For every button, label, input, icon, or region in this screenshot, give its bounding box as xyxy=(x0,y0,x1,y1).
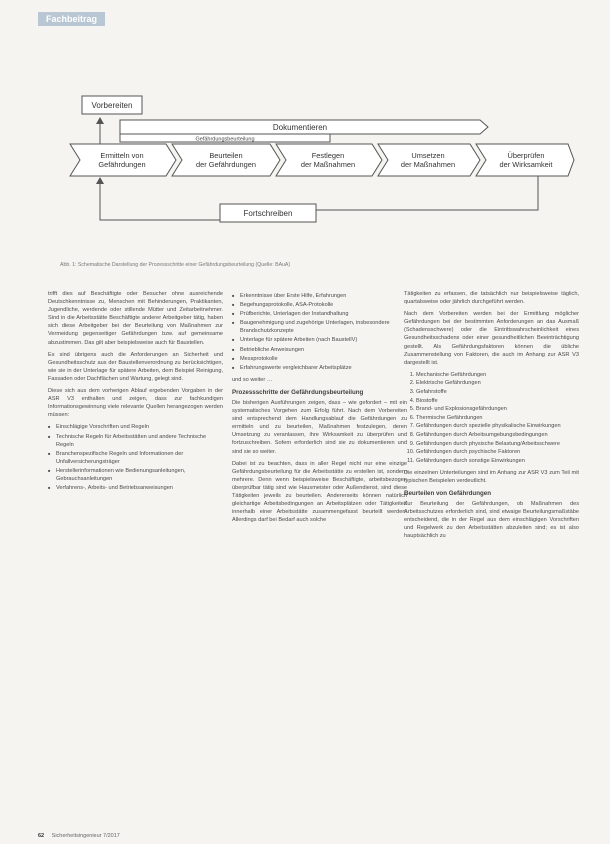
assessment-band-label: Gefährdungsbeurteilung xyxy=(195,136,255,143)
list-item: 5. Brand- und Explosionsgefährdungen xyxy=(416,405,579,413)
column-1 xyxy=(48,290,223,496)
page-number: 62 xyxy=(38,833,45,839)
list-item: ■ Erkenntnisse über Erste Hilfe, Erfahrungen xyxy=(240,292,407,300)
step-label-4: Umsetzen xyxy=(411,151,445,160)
list-item: 4. Biostoffe xyxy=(416,397,579,405)
journal-name: Sicherheitsingenieur 7/2017 xyxy=(51,833,120,839)
list-item: ■ Prüfberichte, Unterlagen der Instandhaltung xyxy=(240,310,407,318)
step-label-2: Beurteilen xyxy=(209,151,243,160)
hazard-list xyxy=(404,371,579,465)
step-label-5: Überprüfen xyxy=(507,151,545,160)
document-label: Dokumentieren xyxy=(272,123,328,132)
list-item: ■ Verfahrens-, Arbeits- und Betriebsanweisungen xyxy=(56,484,223,492)
list-item: ■ Begehungsprotokolle, ASA-Protokolle xyxy=(240,301,407,309)
list-item: 8. Gefährdungen durch Arbeitsumgebungsbedingungen xyxy=(416,431,579,439)
source-list xyxy=(48,423,223,492)
paragraph: Tätigkeiten zu erfassen, die tatsächlich nur beispielsweise täglich, quartalsweise oder jährlich durchgeführt werden. xyxy=(404,291,579,306)
paragraph: Dabei ist zu beachten, dass in aller Regel nicht nur eine einzige Gefährdungsbeurteilung für die Arbeitsstätte zu erstellen ist, sondern mehrere. Denn wenn beispielsweise Beschäftigte, arbeitsbezogen überprüfbar tätig sind wie Hausmeister oder Außendienst, sind diese Tätigkeiten jeweils zu beurteilen. Andererseits können natürlich gleichartige Arbeitsbedingungen an Arbeitsplätzen oder Tätigkeiten innerhalb einer Arbeitsstätte zusammengefasst beurteilt werden. Allerdings darf bei Bedarf auch solche xyxy=(232,460,407,524)
page-footer xyxy=(38,833,120,839)
list-item: ■ Technische Regeln für Arbeitsstätten und andere Technische Regeln xyxy=(56,433,223,449)
section-heading: Prozessschritte der Gefährdungsbeurteilung xyxy=(232,388,364,396)
list-item: 11. Gefährdungen durch sonstige Einwirkungen xyxy=(416,457,579,465)
process-diagram xyxy=(60,70,580,260)
section-tag: Fachbeitrag xyxy=(38,12,105,26)
paragraph: Nach dem Vorbereiten werden bei der Ermittlung möglicher Gefährdungen bei der bestimmten Anforderungen an das Ausmaß (Schadensschwere) oder die Eintrittswahrscheinlichkeit eines Gesundheitsschadens oder einer gesundheitlichen Beeinträchtigung gestellt. Als Gefährdungsfaktoren können die übliche Zusammenstellung von Faktoren, die auch im Anhang zur ASR V3 dargestellt ist. xyxy=(404,311,579,366)
step-label-3: Festlegen xyxy=(311,151,345,160)
list-item: 3. Gefahrstoffe xyxy=(416,388,579,396)
paragraph: Zur Beurteilung der Gefährdungen, ob Maßnahmen des Arbeitsschutzes erforderlich sind, sind etwaige Beurteilungsmaßstäbe entscheidend, die in der Regel aus dem einschlägigen Vorschriften und Regelwerk zu den Arbeitsstätten abzuleiten sind; es ist also hauptsächlich zu xyxy=(404,501,579,540)
list-item: ■ Betriebliche Anweisungen xyxy=(240,346,407,354)
paragraph: Es sind übrigens auch die Anforderungen an Sicherheit und Gesundheitsschutz aus der Baustellenverordnung zu berücksichtigen, wie sie in der Unterlage für spätere Arbeiten, dem Beispiel Reinigung, Fassaden oder Dachflächen und Wartung, gelegt sind. xyxy=(48,351,223,382)
list-item: 2. Elektrische Gefährdungen xyxy=(416,379,579,387)
paragraph: Die bisherigen Ausführungen zeigen, dass – wie gefordert – mit ein systematisches Vorgehen zum Erfolg führt. Nach dem Vorbereiten sind entsprechend dem Handlungsablauf die Gefährdungen zu ermitteln und zu beurteilen, Maßnahmen festzulegen, deren Umsetzung zu veranlassen, ihre Wirksamkeit zu überprüfen und fortzuschreiben. Sofern erforderlich sind sie zu dokumentieren und sind sie so weiter. xyxy=(232,399,407,455)
paragraph: Diese sich aus dem vorherigen Ablauf ergebenden Vorgaben in der ASR V3 enthalten und zeigen, dass zur fachkundigen Informationsgewinnung viele relevante Quellen herangezogen werden müssen: xyxy=(48,388,223,419)
paragraph: Die einzelnen Unterteilungen sind im Anhang zur ASR V3 zum Teil mit typischen Beispielen verdeutlicht. xyxy=(404,469,579,484)
step-label-5: der Wirksamkeit xyxy=(499,160,553,169)
column-2 xyxy=(232,290,407,528)
paragraph: trifft dies auf Beschäftigte oder Besucher ohne ausreichende Deutschkenntnisse zu, Menschen mit Behinderungen, Praktikanten, Jugendliche, werdende oder stillende Mütter und Zeitarbeitnehmer. Sind in die Arbeitsstätte Beschäftigte anderer Arbeitgeber tätig, haben sich diese Arbeitgeber bei der Beurteilung von Maßnahmen zur Vermeidung gegenseitiger Gefährdungen bzw. auf gemeinsame abzustimmen. Das gilt aber beispielsweise auch für Baustellen. xyxy=(48,291,223,346)
list-item: 1. Mechanische Gefährdungen xyxy=(416,371,579,379)
column-3 xyxy=(404,290,579,545)
step-label-2: der Gefährdungen xyxy=(196,160,256,169)
list-item: ■ Unterlage für spätere Arbeiten (nach BaustellV) xyxy=(240,336,407,344)
list-item: ■ Herstellerinformationen wie Bedienungsanleitungen, Gebrauchsanleitungen xyxy=(56,467,223,483)
step-label-4: der Maßnahmen xyxy=(400,160,456,169)
step-label-1: Gefährdungen xyxy=(98,160,146,169)
step-label-1: Ermitteln von xyxy=(100,151,144,160)
list-tail: und so weiter … xyxy=(232,376,273,383)
list-item: 10. Gefährdungen durch psychische Faktoren xyxy=(416,448,579,456)
list-item: ■ Branchenspezifische Regeln und Informationen der Unfallversicherungsträger xyxy=(56,450,223,466)
list-item: ■ Einschlägige Vorschriften und Regeln xyxy=(56,423,223,431)
source-list-continued xyxy=(232,292,407,372)
prepare-label: Vorbereiten xyxy=(91,101,133,110)
list-item: 9. Gefährdungen durch physische Belastung/Arbeitsschwere xyxy=(416,440,579,448)
list-item: ■ Erfahrungswerte vergleichbarer Arbeitsplätze xyxy=(240,364,407,372)
list-item: 6. Thermische Gefährdungen xyxy=(416,414,579,422)
list-item: ■ Baugenehmigung und zugehörige Unterlagen, insbesondere Brandschutzkonzepte xyxy=(240,319,407,335)
step-label-3: der Maßnahmen xyxy=(300,160,356,169)
list-item: 7. Gefährdungen durch spezielle physikalische Einwirkungen xyxy=(416,422,579,430)
list-item: ■ Messprotokolle xyxy=(240,355,407,363)
update-label: Fortschreiben xyxy=(243,209,293,218)
figure-caption: Abb. 1: Schematische Darstellung der Prozessschritte einer Gefährdungsbeurteilung (Quelle: BAuA) xyxy=(60,262,291,268)
section-heading: Beurteilen von Gefährdungen xyxy=(404,490,491,498)
